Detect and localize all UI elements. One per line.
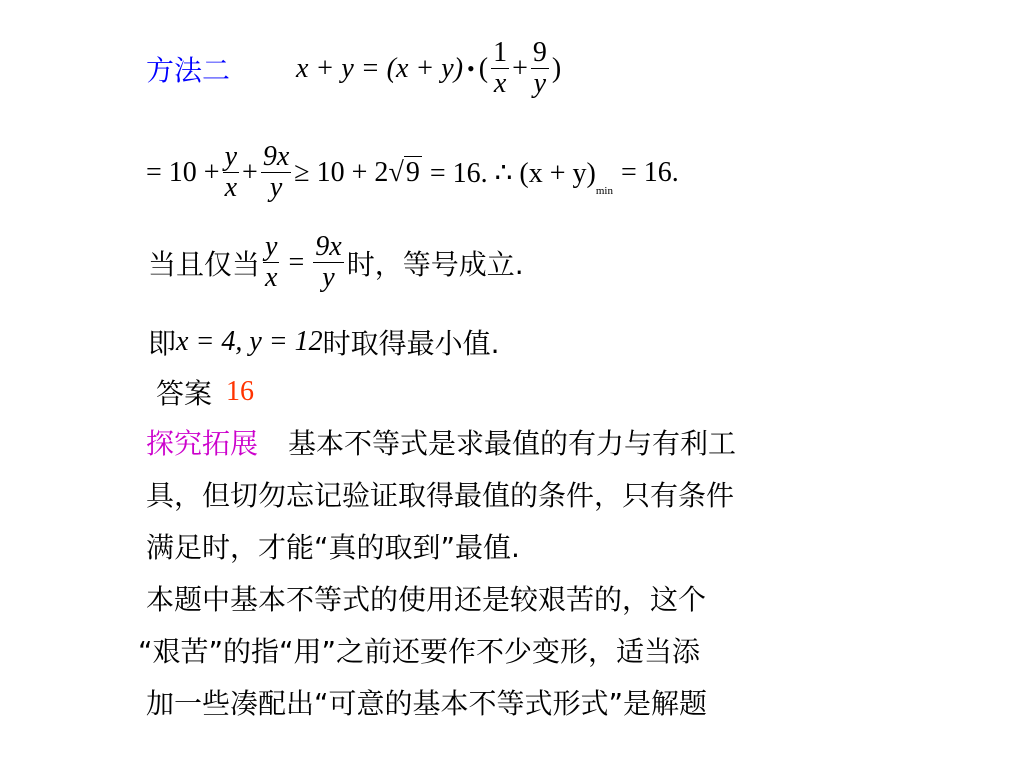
answer-value: 16 xyxy=(226,376,255,407)
fraction-numerator: y xyxy=(265,231,278,262)
min-prefix: 即 xyxy=(148,327,177,360)
fraction-y-over-x xyxy=(263,232,279,293)
equality-condition-line xyxy=(148,232,524,293)
fraction-denominator: x xyxy=(224,172,238,203)
explore-label: 探究拓展 xyxy=(146,427,259,460)
explore-line-5: “艰苦”的指“用”之前还要作不少变形，适当添 xyxy=(138,635,701,668)
result-end: = 16. xyxy=(620,156,679,188)
paren-close: ) xyxy=(551,52,562,84)
fraction-denominator: x xyxy=(265,262,278,293)
bullet-dot: • xyxy=(467,55,475,81)
fraction-y-over-x xyxy=(223,142,239,203)
explore-line-6: 加一些凑配出“可意的基本不等式形式”是解题 xyxy=(146,687,708,720)
plus-sign: + xyxy=(242,156,258,188)
answer-line xyxy=(156,372,254,412)
paren-open: ( xyxy=(478,52,489,84)
equals-sign: = xyxy=(288,246,305,278)
fraction-9x-over-y xyxy=(313,232,343,293)
fraction-numerator: 1 xyxy=(493,37,508,68)
min-values: x = 4, y = 12 xyxy=(176,326,323,357)
explore-line-3: 满足时，才能“真的取到”最值. xyxy=(146,531,520,564)
fraction-numerator: 9 xyxy=(532,37,547,68)
condition-prefix: 当且仅当 xyxy=(148,247,261,281)
plus-sign: + xyxy=(512,52,528,84)
explore-line-2: 具，但切勿忘记验证取得最值的条件，只有条件 xyxy=(146,479,735,512)
explore-line-4: 本题中基本不等式的使用还是较艰苦的，这个 xyxy=(146,583,707,616)
sqrt-radicand: 9 xyxy=(405,156,420,188)
result-text: = 16. ∴ (x + y) xyxy=(429,157,596,189)
fraction-9-over-y xyxy=(531,38,549,99)
fraction-numerator: 9x xyxy=(315,231,342,262)
condition-suffix: 时，等号成立. xyxy=(346,247,524,281)
minimum-value-line xyxy=(148,322,500,362)
min-suffix: 时取得最小值. xyxy=(322,327,500,360)
min-subscript: min xyxy=(595,185,613,197)
fraction-9x-over-y xyxy=(261,142,291,203)
method-label: 方法二 xyxy=(146,53,231,87)
explore-line-1: 探究拓展 基本不等式是求最值的有力与有利工 xyxy=(146,427,737,460)
sqrt-symbol: √ xyxy=(388,156,404,188)
fraction-numerator: y xyxy=(224,141,238,172)
fraction-denominator: y xyxy=(533,68,547,99)
derivation-line xyxy=(146,142,679,203)
inequality-text: ≥ 10 + 2 xyxy=(294,156,389,188)
explore-paragraph xyxy=(138,418,906,730)
eq-start: = 10 + xyxy=(146,156,220,188)
method-eq-lhs: x + y = (x + y) xyxy=(296,52,464,84)
fraction-denominator: y xyxy=(322,262,335,293)
answer-label: 答案 xyxy=(156,377,213,410)
fraction-1-over-x xyxy=(491,38,509,99)
fraction-denominator: x xyxy=(493,68,507,99)
fraction-numerator: 9x xyxy=(262,141,290,172)
method-two-line xyxy=(146,38,561,99)
fraction-denominator: y xyxy=(269,172,283,203)
